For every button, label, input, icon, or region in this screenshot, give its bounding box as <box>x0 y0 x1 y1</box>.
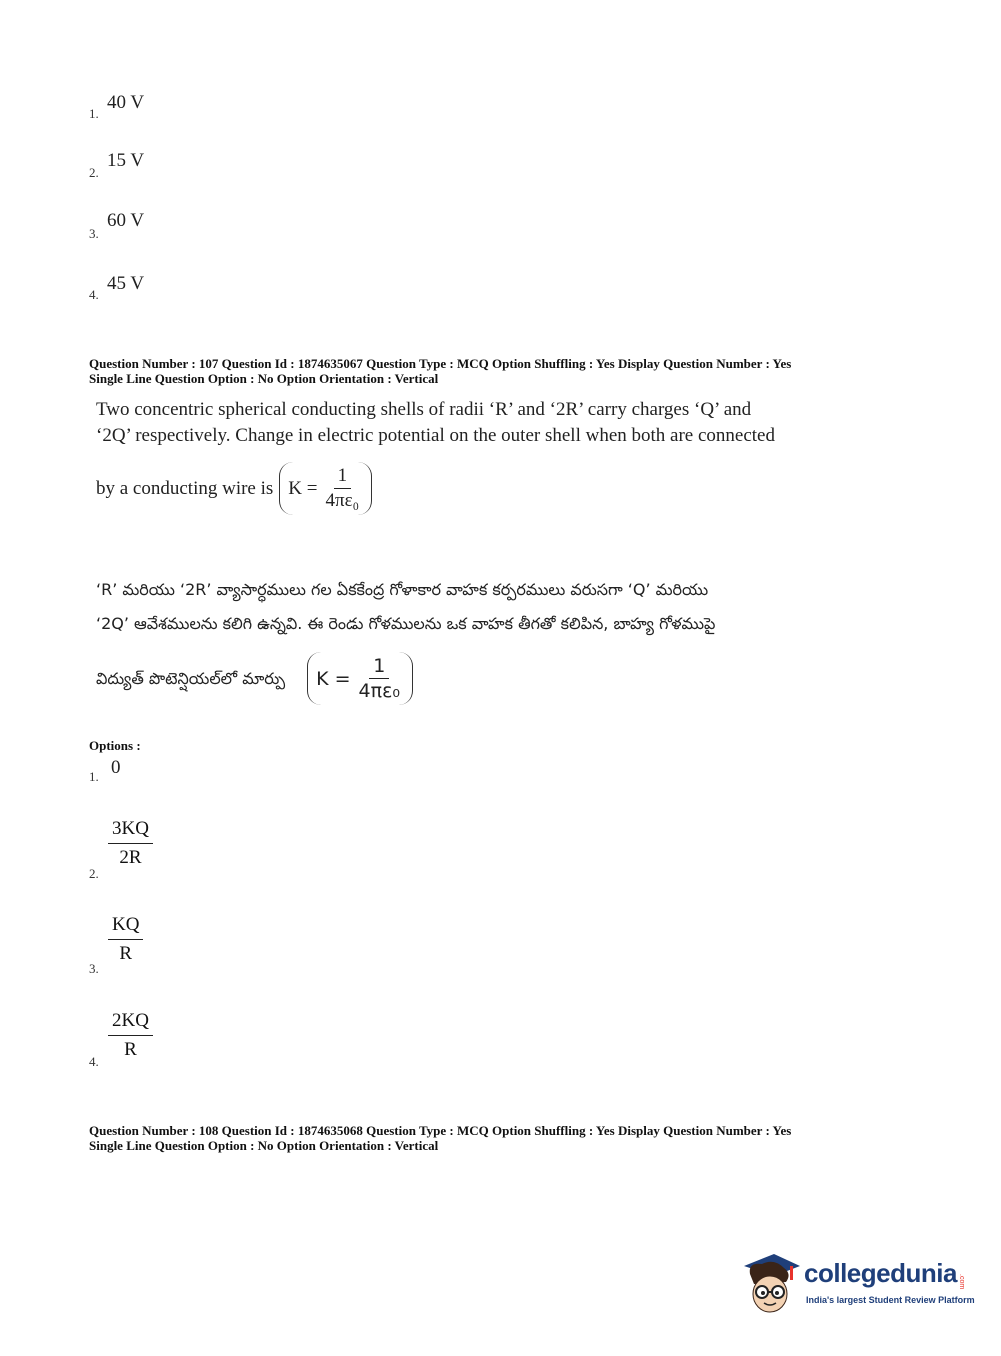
question-meta-line: Single Line Question Option : No Option Orientation : Vertical <box>89 371 439 386</box>
question-meta-line: Single Line Question Option : No Option Orientation : Vertical <box>89 1138 439 1153</box>
k-numerator: 1 <box>334 464 352 489</box>
k-denominator: 4πε₀ <box>325 490 360 511</box>
k-numerator: 1 <box>369 654 389 679</box>
option-number: 3. <box>89 226 99 241</box>
question-meta-line: Question Number : 107 Question Id : 1874635067 Question Type : MCQ Option Shuffling : Yes Display Question Number : Yes <box>89 356 792 371</box>
option-value: 60 V <box>107 210 145 231</box>
option-numerator: KQ <box>108 911 143 940</box>
question-text-line: ‘R’ మరియు ‘2R’ వ్యాసార్ధములు గల ఏకకేంద్ర గోళాకార వాహక కర్పరములు వరుసగా ‘Q’ మరియు <box>96 580 709 599</box>
option-number: 2. <box>89 165 99 180</box>
k-label: K = <box>288 477 318 499</box>
options-label: Options : <box>89 738 141 753</box>
k-fraction <box>321 464 363 513</box>
option-number: 3. <box>89 961 99 976</box>
option-fraction <box>108 911 143 968</box>
option-number: 1. <box>89 106 99 121</box>
brand-tagline: India's largest Student Review Platform <box>806 1295 975 1305</box>
question-108-meta <box>89 1123 791 1153</box>
option-number: 4. <box>89 1054 99 1069</box>
option-numerator: 3KQ <box>108 815 153 844</box>
option-numerator: 2KQ <box>108 1007 153 1036</box>
question-107-english <box>96 397 775 449</box>
k-denominator: 4πε₀ <box>358 680 400 702</box>
question-107-telugu-formula <box>96 652 413 705</box>
option-number: 2. <box>89 866 99 881</box>
question-107-meta <box>89 356 791 386</box>
option-denominator: R <box>124 1039 137 1060</box>
question-107-english-formula <box>96 462 372 515</box>
question-text-line: ‘2Q’ ఆవేశములను కలిగి ఉన్నవి. ఈ రెండు గోళములను ఒక వాహక తీగతో కలిపిన, బాహ్య గోళముపై <box>96 614 716 633</box>
brand-name: collegedunia <box>804 1258 957 1288</box>
option-fraction <box>108 815 153 872</box>
option-value: 15 V <box>107 150 145 171</box>
k-constant-formula <box>279 462 372 515</box>
question-text-line: విద్యుత్ పొటెన్షియల్‌లో మార్పు <box>96 668 286 688</box>
option-denominator: R <box>119 943 133 964</box>
brand-dotcom: .com <box>958 1274 965 1290</box>
option-value: 45 V <box>107 273 145 294</box>
option-denominator: 2R <box>119 847 142 868</box>
question-107-telugu <box>96 573 715 641</box>
collegedunia-logo <box>740 1250 975 1320</box>
option-value: 40 V <box>107 92 145 113</box>
option-value: 0 <box>111 757 121 778</box>
k-fraction <box>355 654 404 703</box>
option-fraction <box>108 1007 153 1064</box>
option-number: 4. <box>89 287 99 302</box>
student-mascot-icon <box>740 1250 802 1316</box>
question-meta-line: Question Number : 108 Question Id : 1874635068 Question Type : MCQ Option Shuffling : Yes Display Question Number : Yes <box>89 1123 792 1138</box>
question-text-line: ‘2Q’ respectively. Change in electric potential on the outer shell when both are connected <box>96 425 775 446</box>
k-constant-formula <box>307 652 413 705</box>
question-text-line: by a conducting wire is <box>96 477 274 499</box>
k-label: K = <box>316 667 351 690</box>
question-text-line: Two concentric spherical conducting shells of radii ‘R’ and ‘2R’ carry charges ‘Q’ and <box>96 399 752 420</box>
option-number: 1. <box>89 769 99 784</box>
